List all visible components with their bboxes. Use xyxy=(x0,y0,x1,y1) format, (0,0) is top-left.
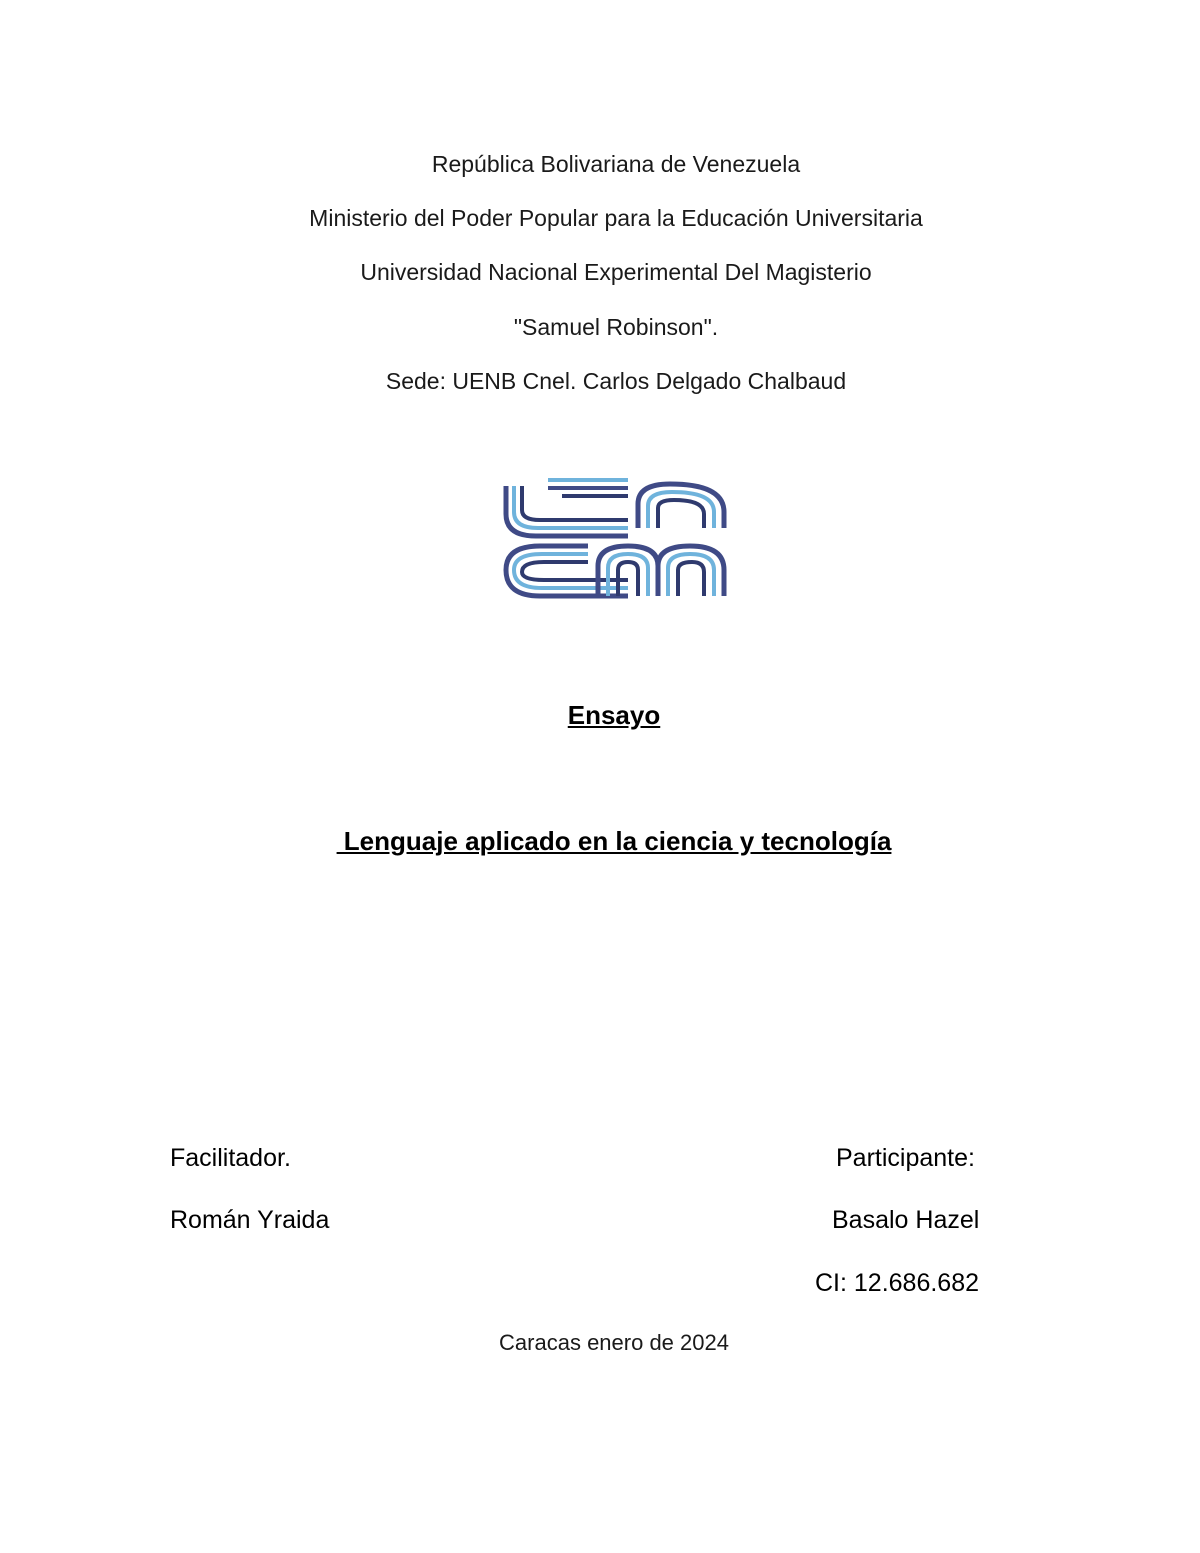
facilitator-label: Facilitador. xyxy=(170,1144,291,1172)
participant-id: CI: 12.686.682 xyxy=(815,1269,980,1297)
header-ministry: Ministerio del Poder Popular para la Educación Universitaria xyxy=(309,205,923,231)
participant-label: Participante: xyxy=(836,1144,975,1172)
unem-logo-icon xyxy=(478,466,746,616)
header-university-name: "Samuel Robinson". xyxy=(513,314,719,340)
header-country: República Bolivariana de Venezuela xyxy=(431,151,801,177)
place-date: Caracas enero de 2024 xyxy=(499,1330,729,1355)
header-campus: Sede: UENB Cnel. Carlos Delgado Chalbaud xyxy=(385,368,847,394)
header-university: Universidad Nacional Experimental Del Magisterio xyxy=(360,259,872,285)
participant-name: Basalo Hazel xyxy=(832,1206,980,1234)
facilitator-name: Román Yraida xyxy=(170,1206,330,1234)
document-type-title: Ensayo xyxy=(567,700,661,730)
essay-subject-title: Lenguaje aplicado en la ciencia y tecnología xyxy=(336,826,892,856)
